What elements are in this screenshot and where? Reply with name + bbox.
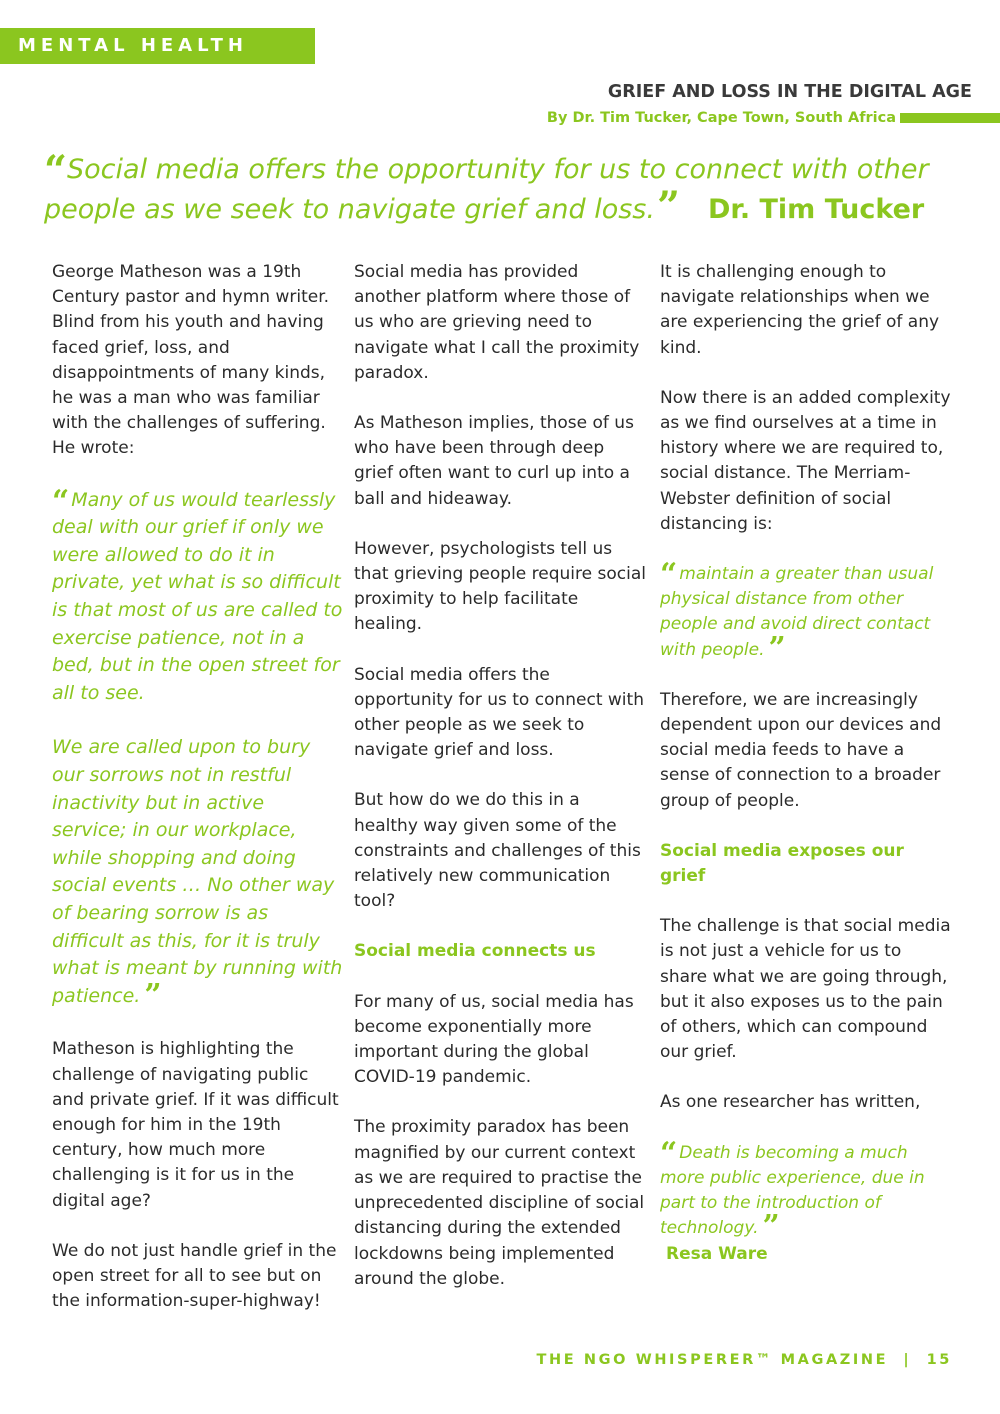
block-quote-text: We are called upon to bury our sorrows not in restful inactivity but in active service; in our workplace, while shopping and doing social events … No other way of bearing sorrow is as difficult as this, for it is truly what is meant by running with patience. <box>52 736 343 1007</box>
block-quote <box>660 1135 952 1245</box>
page-footer: THE NGO WHISPERER™ MAGAZINE | 15 <box>536 1352 952 1368</box>
close-quote-icon: ” <box>768 630 786 666</box>
block-quote-text: maintain a greater than usual physical distance from other people and avoid direct contact with people. <box>660 564 934 660</box>
close-quote-icon: ” <box>144 977 162 1013</box>
column-3 <box>660 260 952 1267</box>
close-quote-icon: ” <box>656 183 680 230</box>
paragraph: The proximity paradox has been magnified by our current context as we are required to practise the unprecedented discipline of social distancing during the extended lockdowns being implemented around the globe. <box>354 1117 645 1289</box>
block-quote <box>52 483 344 708</box>
open-quote-icon: “ <box>44 147 68 194</box>
column-1 <box>52 260 344 1339</box>
block-quote-text: Death is becoming a much more public experience, due in part to the introduction of technology. <box>660 1142 925 1239</box>
paragraph: Social media offers the opportunity for us to connect with other people as we seek to navigate grief and loss. <box>354 664 644 761</box>
block-quote <box>52 734 344 1013</box>
byline-accent-bar <box>900 113 1000 123</box>
paragraph: Now there is an added complexity as we find ourselves at a time in history where we are required to, social distance. The Merriam-Webster definition of social distancing is: <box>660 387 951 534</box>
block-quote <box>660 557 952 666</box>
pull-quote-attribution: Dr. Tim Tucker <box>707 194 925 225</box>
paragraph: Matheson is highlighting the challenge of navigating public and private grief. If it was difficult enough for him in the 19th century, how much more challenging is it for us in the digital age? <box>52 1039 339 1211</box>
column-2 <box>354 260 646 1317</box>
pull-quote-text: Social media offers the opportunity for us to connect with other people as we seek to navigate grief and loss. <box>44 154 929 225</box>
paragraph: The challenge is that social media is not just a vehicle for us to share what we are going through, but it also exposes us to the pain of others, which can compound our grief. <box>660 916 951 1063</box>
paragraph: As one researcher has written, <box>660 1092 921 1113</box>
paragraph: As Matheson implies, those of us who have been through deep grief often want to curl up into a ball and hideaway. <box>354 413 634 509</box>
open-quote-icon: “ <box>660 1135 678 1171</box>
subheading: Social media exposes our grief <box>660 840 904 887</box>
pull-quote <box>44 147 974 230</box>
open-quote-icon: “ <box>660 557 678 593</box>
quote-attribution: Resa Ware <box>666 1243 768 1264</box>
paragraph: For many of us, social media has become exponentially more important during the global COVID-19 pandemic. <box>354 991 634 1088</box>
byline: By Dr. Tim Tucker, Cape Town, South Africa <box>546 110 896 126</box>
byline-row <box>547 108 1000 128</box>
article-headline: GRIEF AND LOSS IN THE DIGITAL AGE <box>607 82 972 102</box>
open-quote-icon: “ <box>52 483 70 519</box>
block-quote-text: Many of us would tearlessly deal with our grief if only we were allowed to do it in private, yet what is so difficult is that most of us are called to exercise patience, not in a bed, but in the open street for all to see. <box>52 488 343 704</box>
paragraph: However, psychologists tell us that grieving people require social proximity to help facilitate healing. <box>354 538 646 635</box>
close-quote-icon: ” <box>762 1209 780 1245</box>
paragraph: George Matheson was a 19th Century pastor and hymn writer. Blind from his youth and having faced grief, loss, and disappointments of many kinds, he was a man who was familiar with the challenges of suffering. He wrote: <box>52 262 330 459</box>
paragraph: But how do we do this in a healthy way given some of the constraints and challenges of this relatively new communication tool? <box>354 790 641 912</box>
section-tag: MENTAL HEALTH <box>0 28 315 64</box>
paragraph: Social media has provided another platform where those of us who are grieving need to navigate what I call the proximity paradox. <box>354 262 640 383</box>
paragraph: It is challenging enough to navigate relationships when we are experiencing the grief of any kind. <box>660 262 940 358</box>
subheading: Social media connects us <box>354 941 596 962</box>
paragraph: We do not just handle grief in the open street for all to see but on the information-super-highway! <box>52 1240 337 1312</box>
paragraph: Therefore, we are increasingly dependent upon our devices and social media feeds to have a sense of connection to a broader group of people. <box>660 689 942 811</box>
